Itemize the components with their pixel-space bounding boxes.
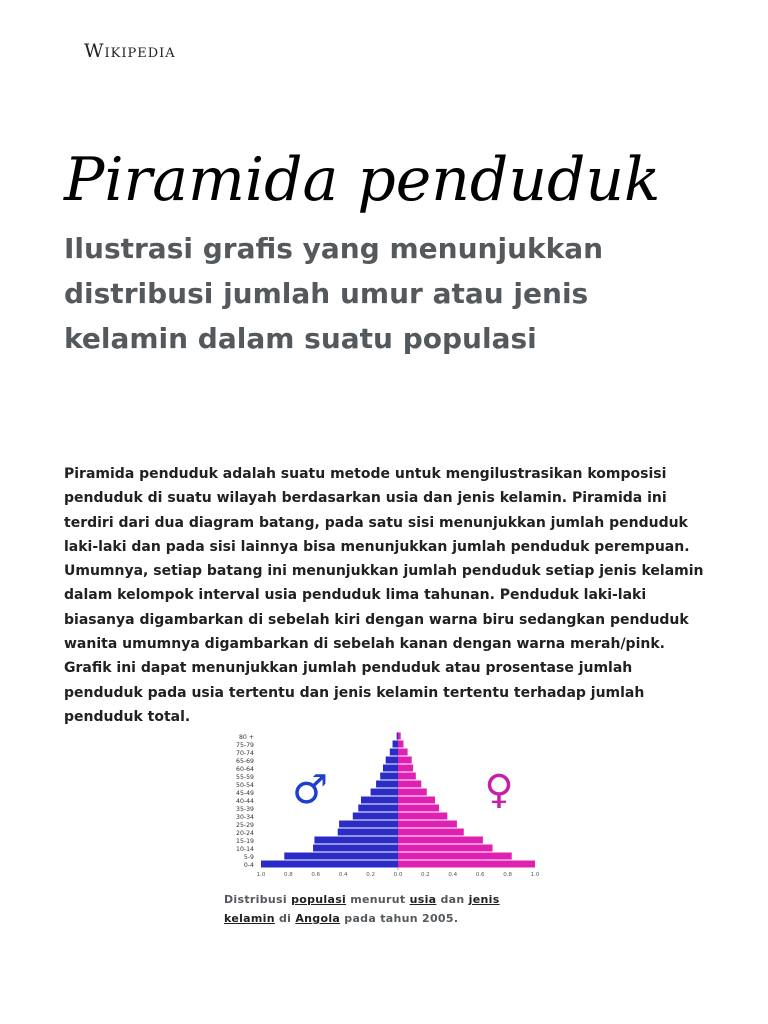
female-symbol-icon: ♀	[484, 767, 514, 813]
x-tick-label: 0.0	[393, 872, 403, 878]
bar-male-75-79	[393, 741, 398, 748]
age-label: 40-44	[236, 798, 254, 805]
bar-male-80	[397, 733, 398, 740]
bar-male-45-49	[371, 789, 398, 796]
bar-female-35-39	[398, 805, 439, 812]
caption-text: menurut	[346, 893, 410, 906]
bar-female-65-69	[398, 757, 412, 764]
bar-male-5-9	[284, 853, 398, 860]
age-label: 20-24	[236, 830, 254, 837]
age-label: 35-39	[236, 806, 254, 813]
age-label: 75-79	[236, 742, 254, 749]
bar-female-80	[398, 733, 401, 740]
caption-text: pada tahun 2005.	[340, 912, 459, 925]
age-label: 70-74	[236, 750, 254, 757]
bar-male-0-4	[261, 861, 398, 868]
x-tick-label: 1.0	[256, 872, 266, 878]
age-label: 25-29	[236, 822, 254, 829]
bar-male-20-24	[338, 829, 398, 836]
figure-caption	[224, 890, 524, 928]
bar-male-50-54	[376, 781, 398, 788]
bar-male-35-39	[358, 805, 398, 812]
x-tick-label: 0.4	[338, 872, 348, 878]
bar-female-70-74	[398, 749, 408, 756]
population-pyramid-chart	[222, 728, 544, 880]
bar-female-40-44	[398, 797, 435, 804]
bar-male-30-34	[353, 813, 398, 820]
bar-female-50-54	[398, 781, 421, 788]
bar-female-20-24	[398, 829, 464, 836]
age-label: 15-19	[236, 838, 254, 845]
age-label: 45-49	[236, 790, 254, 797]
bar-female-45-49	[398, 789, 427, 796]
link-populasi[interactable]: populasi	[291, 893, 347, 906]
x-tick-label: 1.0	[530, 872, 540, 878]
bar-female-15-19	[398, 837, 483, 844]
age-label: 10-14	[236, 846, 254, 853]
bar-male-25-29	[339, 821, 398, 828]
bar-male-65-69	[386, 757, 398, 764]
age-label: 55-59	[236, 774, 254, 781]
link-angola[interactable]: Angola	[295, 912, 341, 925]
article-paragraph: Piramida penduduk adalah suatu metode untuk mengilustrasikan komposisi penduduk di suatu wilayah berdasarkan usia dan jenis kelamin. Piramida ini terdiri dari dua diagram batang, pada satu sisi menunjukkan jumlah penduduk laki-laki dan pada sisi lainnya bisa menunjukkan jumlah penduduk perempuan. Umumnya, setiap batang ini menunjukkan jumlah penduduk setiap jenis kelamin dalam kelompok interval usia penduduk lima tahunan. Penduduk laki-laki biasanya digambarkan di sebelah kiri dengan warna biru sedangkan penduduk wanita umumnya digambarkan di sebelah kanan dengan warna merah/pink. Grafik ini dapat menunjukkan jumlah penduduk atau prosentase jumlah penduduk pada usia tertentu dan jenis kelamin tertentu terhadap jumlah penduduk total.	[64, 466, 704, 725]
bar-female-0-4	[398, 861, 535, 868]
bar-female-55-59	[398, 773, 416, 780]
age-label: 60-64	[236, 766, 254, 773]
x-tick-label: 0.4	[448, 872, 458, 878]
bar-male-55-59	[380, 773, 398, 780]
bar-female-30-34	[398, 813, 447, 820]
age-label: 80 +	[238, 734, 254, 741]
x-tick-label: 0.2	[366, 872, 375, 878]
age-label: 0-4	[243, 862, 254, 869]
male-symbol-icon: ♂	[292, 767, 328, 813]
bar-female-60-64	[398, 765, 413, 772]
age-label: 5-9	[243, 854, 254, 861]
x-tick-label: 0.8	[284, 872, 293, 878]
caption-text: di	[274, 912, 296, 925]
bar-female-75-79	[398, 741, 403, 748]
x-tick-label: 0.8	[503, 872, 512, 878]
bar-female-10-14	[398, 845, 493, 852]
age-label: 50-54	[236, 782, 254, 789]
wikipedia-logo[interactable]: Wikipedia	[84, 40, 176, 62]
page-title: Piramida penduduk	[64, 145, 661, 215]
link-usia[interactable]: usia	[409, 893, 437, 906]
x-tick-label: 0.2	[421, 872, 430, 878]
bar-female-5-9	[398, 853, 512, 860]
bar-male-10-14	[313, 845, 398, 852]
x-tick-label: 0.6	[311, 872, 321, 878]
bar-female-25-29	[398, 821, 457, 828]
bar-male-70-74	[390, 749, 398, 756]
bar-male-40-44	[361, 797, 398, 804]
age-label: 65-69	[236, 758, 254, 765]
x-tick-label: 0.6	[475, 872, 485, 878]
bar-male-15-19	[314, 837, 398, 844]
link-jenis-kelamin[interactable]: jenis kelamin	[224, 893, 500, 925]
caption-text: dan	[436, 893, 469, 906]
caption-text: Distribusi	[224, 893, 292, 906]
bar-male-60-64	[383, 765, 398, 772]
age-label: 30-34	[236, 814, 254, 821]
page-subtitle: Ilustrasi grafis yang menunjukkan distribusi jumlah umur atau jenis kelamin dalam suatu populasi	[64, 232, 604, 355]
